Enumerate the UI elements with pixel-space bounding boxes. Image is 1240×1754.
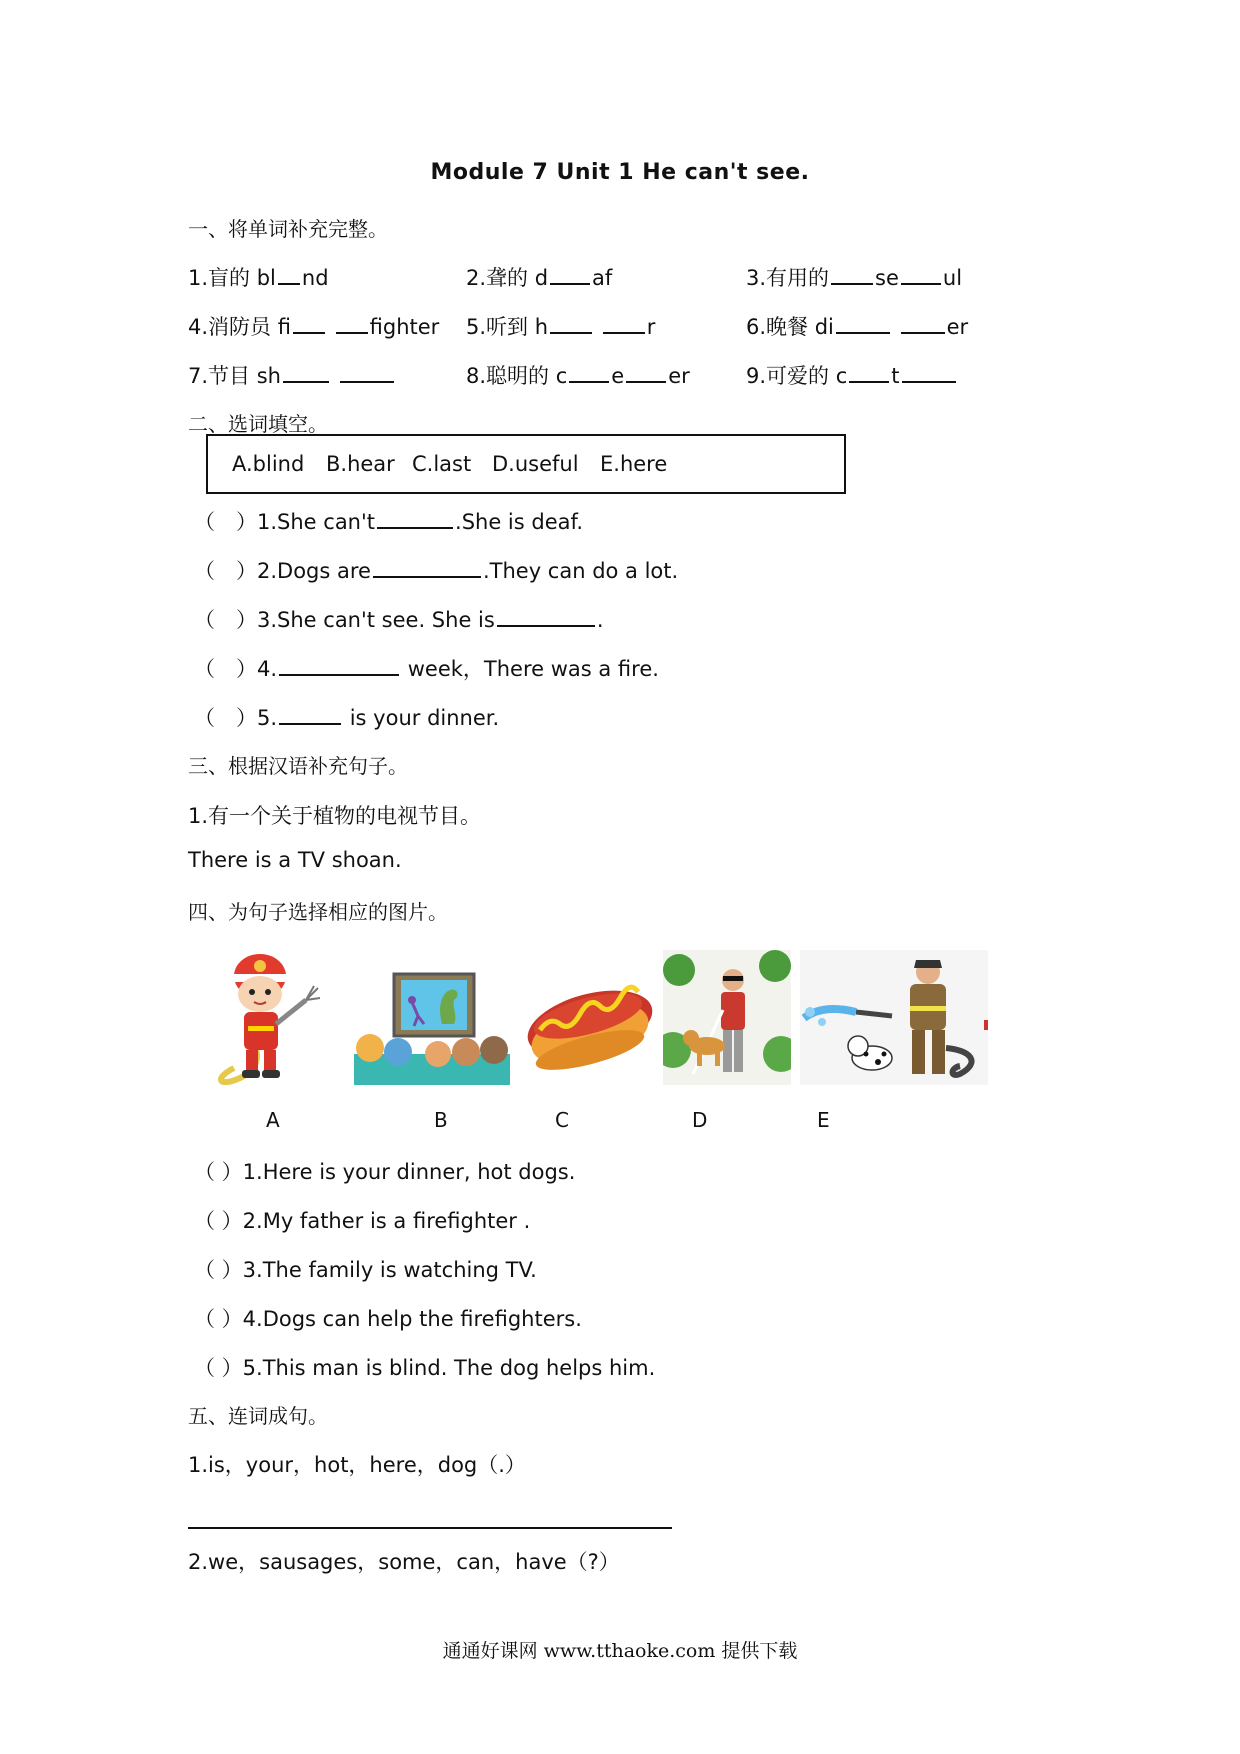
s2-question-5: （ ）5. is your dinner. [194, 706, 500, 730]
s4-question-5: （ ）5.This man is blind. The dog helps him. [194, 1356, 656, 1380]
s3-english-sentence: There is a TV shoan. [188, 848, 402, 872]
family-watching-tv-image [354, 950, 510, 1085]
s4-question-4: （ ）4.Dogs can help the firefighters. [194, 1307, 582, 1331]
word-bank-box [206, 434, 846, 494]
option-b: B.hear [326, 452, 395, 476]
s1-item-7: 7.节目 sh [188, 360, 396, 390]
s5-question-1: 1.is，your，hot，here，dog（.） [188, 1453, 526, 1477]
s2-question-3: （ ）3.She can't see. She is . [194, 608, 604, 632]
s1-item-6: 6.晚餐 di er [746, 315, 969, 339]
s1-item-4: 4.消防员 fi fighter [188, 315, 440, 339]
section-4-heading: 四、为句子选择相应的图片。 [188, 900, 448, 924]
section-5-heading: 五、连词成句。 [188, 1404, 328, 1428]
option-e: E.here [600, 452, 668, 476]
s1-item-1: 1.盲的 bl nd [188, 266, 329, 290]
s4-question-2: （ ）2.My father is a firefighter . [194, 1209, 531, 1233]
s2-question-1: （ ）1.She can't .She is deaf. [194, 510, 584, 534]
picture-label-d: D [692, 1108, 708, 1132]
answer-line-1 [188, 1527, 672, 1529]
section-2-heading: 二、选词填空。 [188, 412, 328, 436]
s3-chinese-sentence: 1.有一个关于植物的电视节目。 [188, 804, 482, 828]
firefighter-cartoon-image [214, 950, 336, 1085]
option-a: A.blind [232, 452, 305, 476]
s2-question-2: （ ）2.Dogs are .They can do a lot. [194, 559, 679, 583]
s4-question-1: （ ）1.Here is your dinner, hot dogs. [194, 1160, 576, 1184]
page-title: Module 7 Unit 1 He can't see. [430, 160, 810, 185]
option-c: C.last [412, 452, 472, 476]
blind-man-guide-dog-image [663, 950, 791, 1085]
picture-label-e: E [817, 1108, 830, 1132]
section-3-heading: 三、根据汉语补充句子。 [188, 754, 408, 778]
s5-question-2: 2.we，sausages，some，can，have（?） [188, 1550, 620, 1574]
footer-credit: 通通好课网 www.tthaoke.com 提供下载 [442, 1640, 798, 1662]
option-d: D.useful [492, 452, 579, 476]
picture-label-b: B [434, 1108, 448, 1132]
picture-label-a: A [266, 1108, 280, 1132]
s4-question-3: （ ）3.The family is watching TV. [194, 1258, 537, 1282]
s1-item-5: 5.听到 h r [466, 315, 656, 339]
firefighter-with-dog-image [800, 950, 988, 1085]
s1-item-9: 9.可爱的 c t [746, 360, 958, 390]
s1-item-2: 2.聋的 d af [466, 266, 613, 290]
section-1-heading: 一、将单词补充完整。 [188, 217, 388, 241]
s2-question-4: （ ）4. week，There was a fire. [194, 657, 659, 681]
s1-item-3: 3.有用的 se ul [746, 266, 963, 290]
picture-label-c: C [555, 1108, 569, 1132]
s1-item-8: 8.聪明的 c e er [466, 364, 690, 388]
hot-dog-image [524, 950, 656, 1085]
